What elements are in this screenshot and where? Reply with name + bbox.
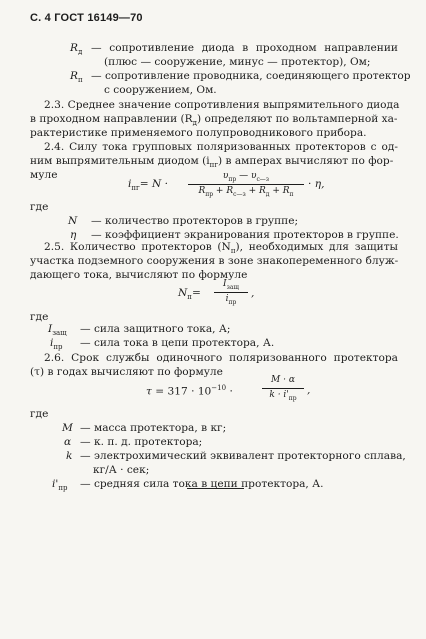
symbol-alpha: α: [64, 436, 72, 448]
p24-line1: 2.4. Силу тока групповых поляризованных протекторов с од-: [44, 141, 398, 153]
formula1-numerator: $\upsilon_{пр}$ — $\upsilon_{с—з}$: [222, 171, 270, 183]
formula1-denominator: $R_{пр} + R_{с—з} + R_д + R_п$: [198, 186, 294, 198]
symbol-m: M: [62, 422, 73, 434]
page-header: С. 4 ГОСТ 16149—70: [30, 12, 143, 24]
def-i-prime-pr: — средняя сила тока в цепи протектора, А.: [80, 478, 324, 490]
where-1: где: [30, 201, 49, 213]
p23-line3: рактеристике применяемого полупроводникового прибора.: [30, 127, 367, 139]
formula3-numerator: M · α: [271, 375, 295, 385]
formula1-fraction-bar: [188, 184, 304, 185]
p23-line2: в проходном направлении $(R_д)$ определяют по вольтамперной ха-: [30, 113, 398, 128]
symbol-i-zasch: $I_{защ}$: [48, 323, 67, 338]
p26-line2: (τ) в годах вычисляют по формуле: [30, 366, 223, 378]
def-n: — количество протекторов в группе;: [91, 215, 299, 227]
symbol-n: N: [68, 215, 78, 227]
symbol-r-p: $R_п$: [70, 70, 83, 85]
formula2-numerator: $I_{защ}$: [223, 279, 239, 291]
p26-line1: 2.6. Срок службы одиночного поляризованного протектора: [44, 352, 398, 364]
symbol-eta: η: [70, 229, 77, 241]
p25-line3: дающего тока, вычисляют по формуле: [30, 269, 248, 281]
where-3: где: [30, 408, 49, 420]
p25-line2: участка подземного сооружения в зоне знакопеременного блуж-: [30, 255, 399, 267]
formula1-lhs: $i_{пг}= N$ ·: [128, 178, 169, 193]
formula1-eta: · η,: [308, 178, 325, 190]
p25-line1: 2.5. Количество протекторов $(N_п)$, необходимых для защиты: [44, 241, 398, 256]
symbol-k: k: [66, 450, 73, 462]
formula2-denominator: $i_{пр}$: [225, 294, 237, 306]
def-alpha: — к. п. д. протектора;: [80, 436, 203, 448]
def-r-d-line2: (плюс — сооружение, минус — протектор), Ом;: [104, 56, 371, 68]
def-r-p-line2: с сооружением, Ом.: [104, 84, 217, 96]
def-k-line2: кг/А · сек;: [93, 464, 150, 476]
symbol-r-d: $R_д$: [70, 42, 83, 57]
formula3-fraction-bar: [262, 388, 304, 389]
where-2: где: [30, 311, 49, 323]
formula2-lhs: $N_п=$: [178, 287, 201, 302]
formula3-denominator: $k \cdot i'_{пр}$: [269, 390, 297, 402]
symbol-i-pr: $i_{пр}$: [50, 337, 63, 352]
symbol-i-prime-pr: $i'_{пр}$: [52, 478, 68, 493]
formula3-tail: ,: [307, 384, 311, 396]
def-i-pr: — сила тока в цепи протектора, А.: [80, 337, 275, 349]
def-k-line1: — электрохимический эквивалент протекторного сплава,: [80, 450, 406, 462]
formula3-lhs: $\tau = 317 \cdot 10^{-10}$ ·: [146, 384, 233, 398]
p24-line2: ним выпрямительным диодом $(i_{пг})$ в амперах вычисляют по фор-: [30, 155, 394, 170]
p24-line3: муле: [30, 169, 58, 181]
formula2-fraction-bar: [214, 292, 248, 293]
def-m: — масса протектора, в кг;: [80, 422, 227, 434]
def-r-p-line1: — сопротивление проводника, соединяющего протектор: [91, 70, 411, 82]
def-eta: — коэффициент экранирования протекторов в группе.: [91, 229, 399, 241]
formula2-tail: ,: [251, 287, 255, 299]
p23-line1: 2.3. Среднее значение сопротивления выпрямительного диода: [44, 99, 400, 111]
def-i-zasch: — сила защитного тока, А;: [80, 323, 231, 335]
end-separator: [187, 488, 244, 489]
def-r-d-line1: — сопротивление диода в проходном направлении: [91, 42, 398, 54]
